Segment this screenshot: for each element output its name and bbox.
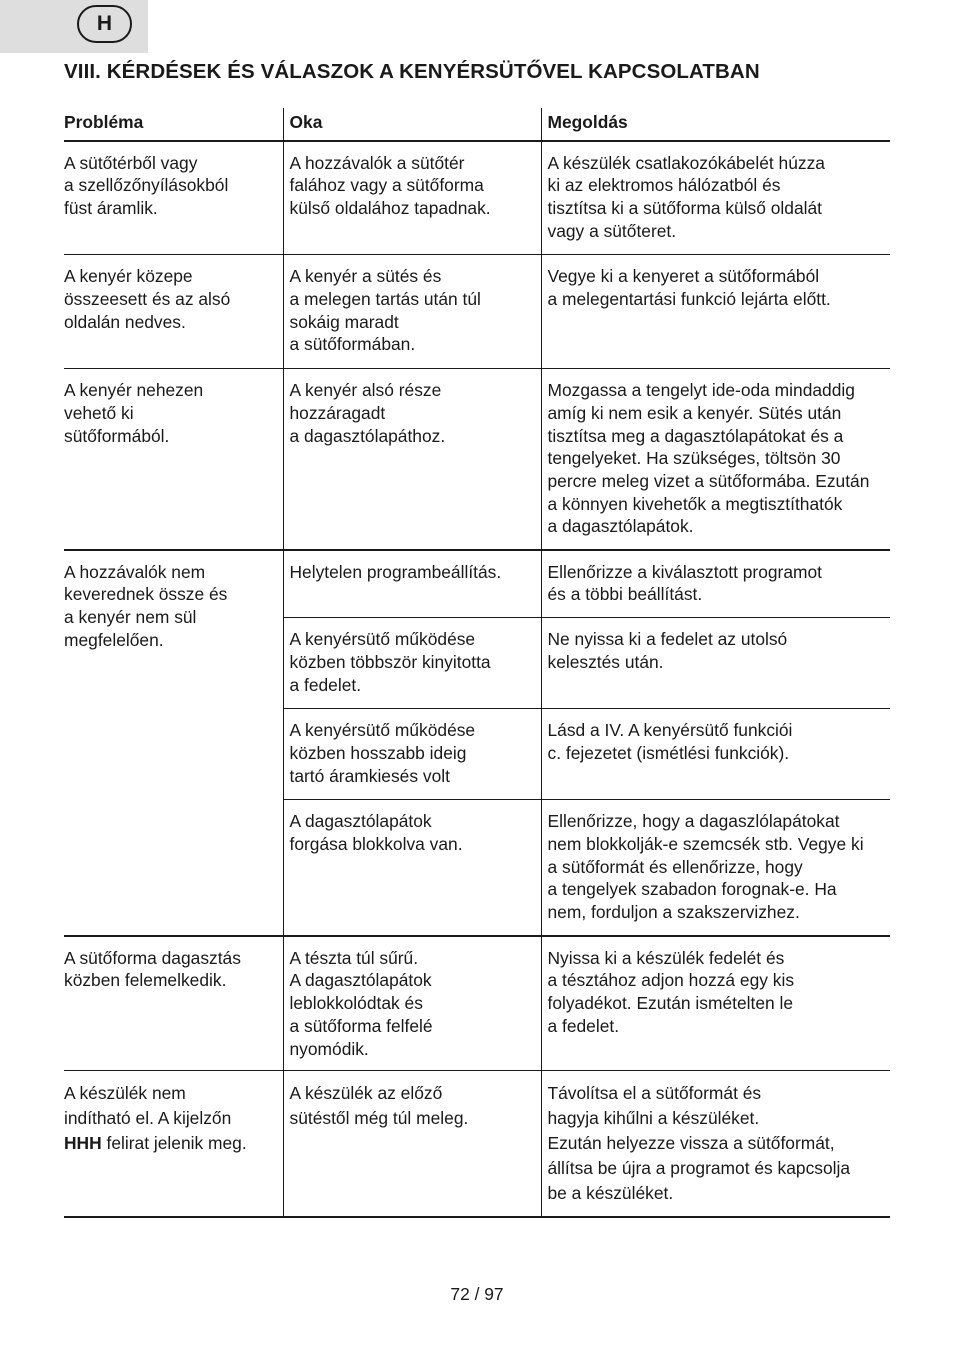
table-row bbox=[64, 255, 890, 369]
solution-cell: Nyissa ki a készülék fedelét és a tésztához adjon hozzá egy kis folyadékot. Ezután ismételten le a fedelet. bbox=[541, 936, 890, 1071]
cause-cell: A kenyér a sütés és a melegen tartás után túl sokáig maradt a sütőformában. bbox=[283, 255, 541, 369]
table-row bbox=[64, 936, 890, 1071]
page-number: 72 / 97 bbox=[450, 1284, 504, 1304]
table-row bbox=[64, 1071, 890, 1218]
column-header-problem: Probléma bbox=[64, 108, 283, 141]
table-row bbox=[64, 369, 890, 550]
cause-cell: A kenyérsütő működése közben hosszabb ideig tartó áramkiesés volt bbox=[283, 709, 541, 800]
cause-cell: A kenyérsütő működése közben többször kinyitotta a fedelet. bbox=[283, 618, 541, 709]
problem-cell: A sütőtérből vagy a szellőzőnyílásokból füst áramlik. bbox=[64, 141, 283, 255]
table-row bbox=[64, 141, 890, 255]
problem-text: A készülék nem indítható el. A kijelzőn bbox=[64, 1083, 232, 1129]
cause-cell: A hozzávalók a sütőtér falához vagy a sütőforma külső oldalához tapadnak. bbox=[283, 141, 541, 255]
cause-cell: A kenyér alsó része hozzáragadt a dagasztólapáthoz. bbox=[283, 369, 541, 550]
problem-cell: A kenyér nehezen vehető ki sütőformából. bbox=[64, 369, 283, 550]
solution-cell: Ellenőrizze, hogy a dagaszlólapátokat nem blokkolják-e szemcsék stb. Vegye ki a sütőformát és ellenőrizze, hogy a tengelyek szabadon forognak-e. Ha nem, forduljon a szakszervizhez. bbox=[541, 800, 890, 936]
cause-cell: A tészta túl sűrű. A dagasztólapátok leblokkolódtak és a sütőforma felfelé nyomódik. bbox=[283, 936, 541, 1071]
solution-cell: Vegye ki a kenyeret a sütőformából a melegentartási funkció lejárta előtt. bbox=[541, 255, 890, 369]
solution-cell: Ellenőrizze a kiválasztott programot és a többi beállítást. bbox=[541, 550, 890, 618]
cause-cell: Helytelen programbeállítás. bbox=[283, 550, 541, 618]
solution-cell: Távolítsa el a sütőformát és hagyja kihűlni a készüléket. Ezután helyezze vissza a sütőformát, állítsa be újra a programot és kapcsolja be a készüléket. bbox=[541, 1071, 890, 1218]
solution-cell: Lásd a IV. A kenyérsütő funkciói c. fejezetet (ismétlési funkciók). bbox=[541, 709, 890, 800]
display-code: HHH bbox=[64, 1133, 102, 1154]
cause-cell: A készülék az előző sütéstől még túl meleg. bbox=[283, 1071, 541, 1218]
problem-cell bbox=[64, 1071, 283, 1218]
troubleshooting-table bbox=[64, 108, 890, 1218]
section-heading: VIII. KÉRDÉSEK ÉS VÁLASZOK A KENYÉRSÜTŐVEL KAPCSOLATBAN bbox=[64, 60, 760, 83]
table-header-row bbox=[64, 108, 890, 141]
solution-cell: Ne nyissa ki a fedelet az utolsó kelesztés után. bbox=[541, 618, 890, 709]
cause-cell: A dagasztólapátok forgása blokkolva van. bbox=[283, 800, 541, 936]
column-header-solution: Megoldás bbox=[541, 108, 890, 141]
problem-cell: A kenyér közepe összeesett és az alsó oldalán nedves. bbox=[64, 255, 283, 369]
language-tab bbox=[0, 0, 148, 53]
problem-text-end: felirat jelenik meg. bbox=[101, 1133, 247, 1154]
language-badge: H bbox=[77, 5, 132, 43]
solution-cell: A készülék csatlakozókábelét húzza ki az elektromos hálózatból és tisztítsa ki a sütőforma külső oldalát vagy a sütőteret. bbox=[541, 141, 890, 255]
problem-cell: A hozzávalók nem keverednek össze és a kenyér nem sül megfelelően. bbox=[64, 550, 283, 936]
solution-cell: Mozgassa a tengelyt ide-oda mindaddig amíg ki nem esik a kenyér. Sütés után tisztítsa meg a dagasztólapátokat és a tengelyeket. Ha szükséges, töltsön 30 percre meleg vizet a sütőformába. Ezután a könnyen kivehetők a megtisztíthatók a dagasztólapátok. bbox=[541, 369, 890, 550]
problem-cell: A sütőforma dagasztás közben felemelkedik. bbox=[64, 936, 283, 1071]
column-header-cause: Oka bbox=[283, 108, 541, 141]
table-row bbox=[64, 550, 890, 618]
